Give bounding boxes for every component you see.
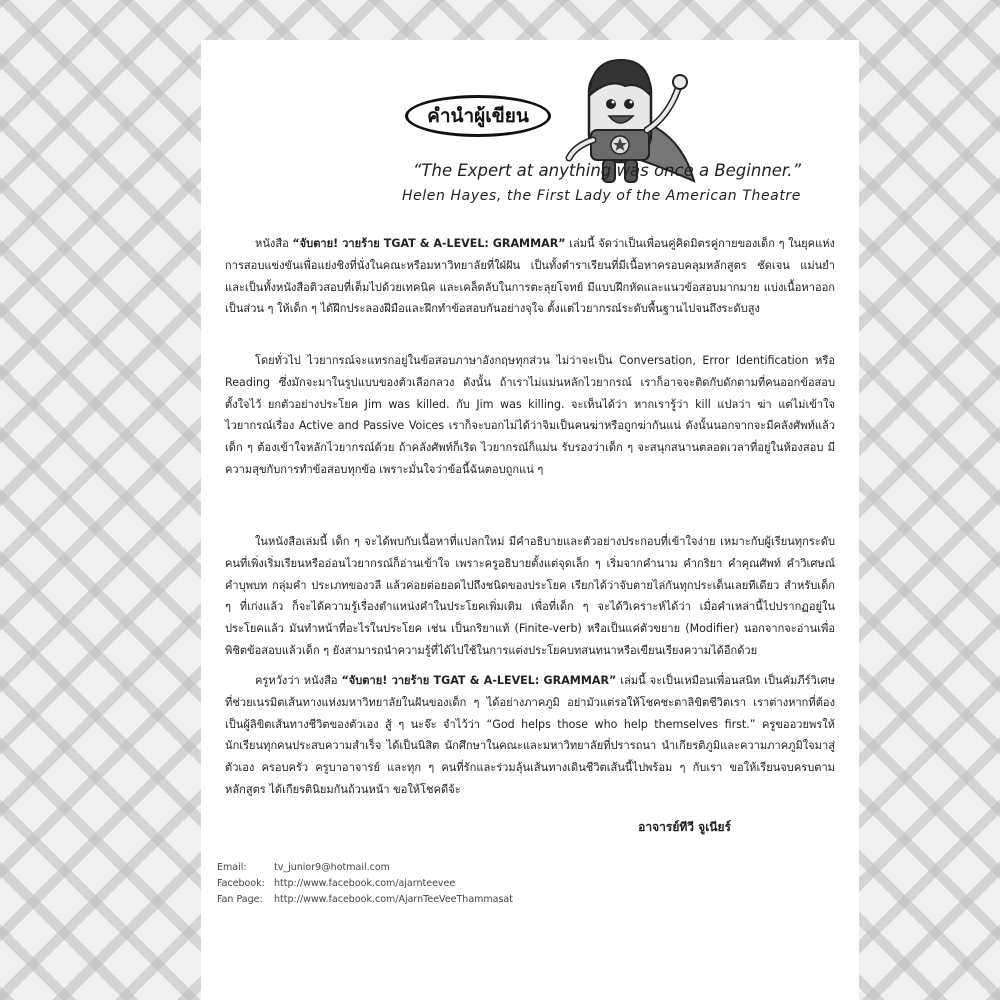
contact-email (217, 860, 513, 876)
contact-fanpage-label: Fan Page: (217, 894, 263, 905)
paragraph-3: ในหนังสือเล่มนี้ เด็ก ๆ จะได้พบกับเนื้อหาที่แปลกใหม่ มีคำอธิบายและตัวอย่างประกอบที่เข้าใจง่าย เหมาะกับผู้เรียนทุกระดับ คนที่เพิ่งเริ่มเรียนหรืออ่อนไวยากรณ์ก็อ่านเข้าใจ เพราะครูอธิบายตั้งแต่จุดเล็ก ๆ เริ่มจากคำนาม คำกริยา คำคุณศัพท์ คำวิเศษณ์ คำบุพบท กลุ่มคำ ประเภทของวลี แล้วค่อยต่อยอดไปถึงชนิดของประโยค เรียกได้ว่าจับตายไล่กันทุกประเด็นเลยทีเดียว สำหรับเด็ก ๆ ที่เก่งแล้ว ก็จะได้ความรู้เรื่องตำแหน่งคำในประโยคเพิ่มเติม เพื่อที่เด็ก ๆ จะได้วิเคราะห์ได้ว่า เมื่อคำเหล่านี้ไปปรากฏอยู่ในประโยคแล้ว มันทำหน้าที่อะไรในประโยค เช่น เป็นกริยาแท้ (Finite-verb) หรือเป็นแค่ตัวขยาย (Modifier) นอกจากจะอ่านเพื่อพิชิตข้อสอบแล้วเด็ก ๆ ยังสามารถนำความรู้ที่ได้ไปใช้ในการแต่งประโยคบทสนทนาหรือเขียนเรียงความได้อีกด้วย (225, 535, 835, 657)
contact-facebook-label: Facebook: (217, 878, 265, 889)
paragraph-4-lead: ครูหวังว่า หนังสือ (255, 674, 342, 687)
page (201, 40, 859, 1000)
paragraph-2: โดยทั่วไป ไวยากรณ์จะแทรกอยู่ในข้อสอบภาษาอังกฤษทุกส่วน ไม่ว่าจะเป็น Conversation, Error Identification หรือ Reading ซึ่งมักจะมาในรูปแบบของตัวเลือกลวง ดังนั้น ถ้าเราไม่แม่นหลักไวยากรณ์ เราก็อาจจะติดกับดักตามที่คนออกข้อสอบตั้งใจไว้ ยกตัวอย่างประโยค Jim was killed. กับ Jim was killing. จะเห็นได้ว่า หากเรารู้ว่า kill แปลว่า ฆ่า แต่ไม่เข้าใจไวยากรณ์เรื่อง Active and Passive Voices เราก็จะบอกไม่ได้ว่าจิมเป็นคนฆ่าหรือถูกฆ่ากันแน่ ดังนั้นนอกจากจะมีคลังศัพท์แล้ว เด็ก ๆ ต้องเข้าใจหลักไวยากรณ์ด้วย ถ้าคลังศัพท์ก็เริด ไวยากรณ์ก็แม่น รับรองว่าเด็ก ๆ จะสนุกสนานตลอดเวลาที่อยู่ในห้องสอบ มีความสุขกับการทำข้อสอบทุกข้อ เพราะมั่นใจว่าข้อนี้ฉันตอบถูกแน่ ๆ (225, 354, 835, 476)
paragraph-1-lead: หนังสือ (255, 237, 293, 250)
contact-email-label: Email: (217, 862, 247, 873)
contact-info (217, 860, 513, 908)
contact-facebook (217, 876, 513, 892)
paragraph-1-text: เล่มนี้ จัดว่าเป็นเพื่อนคู่คิดมิตรคู่กายของเด็ก ๆ ในยุคแห่งการสอบแข่งขันเพื่อแย่งชิงที่นั่งในคณะหรือมหาวิทยาลัยที่ใฝ่ฝัน เป็นทั้งตำราเรียนที่มีเนื้อหาครอบคลุมหลักสูตร ชัดเจน แม่นยำ และเป็นทั้งหนังสือติวสอบที่เต็มไปด้วยเทคนิค และเคล็ดลับในการตะลุยโจทย์ มีแบบฝึกหัดและแนวข้อสอบมากมาย แบ่งเนื้อหาออกเป็นส่วน ๆ ให้เด็ก ๆ ได้ฝึกประลองฝีมือและฝึกทำข้อสอบกันอย่างจุใจ ตั้งแต่ไวยากรณ์ระดับพื้นฐานไปจนถึงระดับสูง (225, 237, 835, 316)
author-signature: อาจารย์ทีวี จูเนียร์ (638, 820, 731, 834)
contact-email-value[interactable]: tv_junior9@hotmail.com (274, 862, 390, 873)
paragraph-1 (225, 233, 835, 320)
paragraph-4 (225, 670, 835, 801)
page-title: คำนำผู้เขียน (405, 95, 551, 137)
quote-text: “The Expert at anything was once a Beginner.” (412, 161, 801, 180)
paragraph-4-book-title: “จับตาย! วายร้าย TGAT & A-LEVEL: GRAMMAR” (341, 674, 617, 687)
contact-fanpage-link[interactable]: http://www.facebook.com/AjarnTeeVeeThammasat (274, 894, 513, 905)
paragraph-4-text: เล่มนี้ จะเป็นเหมือนเพื่อนสนิท เป็นคัมภีร์วิเศษที่ช่วยเนรมิตเส้นทางแห่งมหาวิทยาลัยในฝันของเด็ก ๆ ได้อย่างภาคภูมิ อย่ามัวแต่รอให้โชคชะตาลิขิตชีวิตเรา เราต่างหากที่ต้องเป็นผู้ลิขิตเส้นทางชีวิตของตัวเอง สู้ ๆ นะจ๊ะ จำไว้ว่า “God helps those who help themselves first.” ครูขออวยพรให้นักเรียนทุกคนประสบความสำเร็จ ได้เป็นนิสิต นักศึกษาในคณะและมหาวิทยาลัยที่ปรารถนา นำเกียรติภูมิและความภาคภูมิใจมาสู่ตัวเอง ครอบครัว ครูบาอาจารย์ และทุก ๆ คนที่รักและร่วมลุ้นเส้นทางเดินชีวิตเส้นนี้ไปพร้อม ๆ กับเรา ขอให้เรียนจบครบตามหลักสูตร ได้เกียรตินิยมกันถ้วนหน้า ขอให้โชคดีจ้ะ (225, 674, 835, 796)
contact-fanpage (217, 892, 513, 908)
paragraph-1-book-title: “จับตาย! วายร้าย TGAT & A-LEVEL: GRAMMAR” (292, 237, 566, 250)
contact-facebook-link[interactable]: http://www.facebook.com/ajarnteevee (274, 878, 456, 889)
quote-attribution: Helen Hayes, the First Lady of the American Theatre (401, 188, 801, 204)
